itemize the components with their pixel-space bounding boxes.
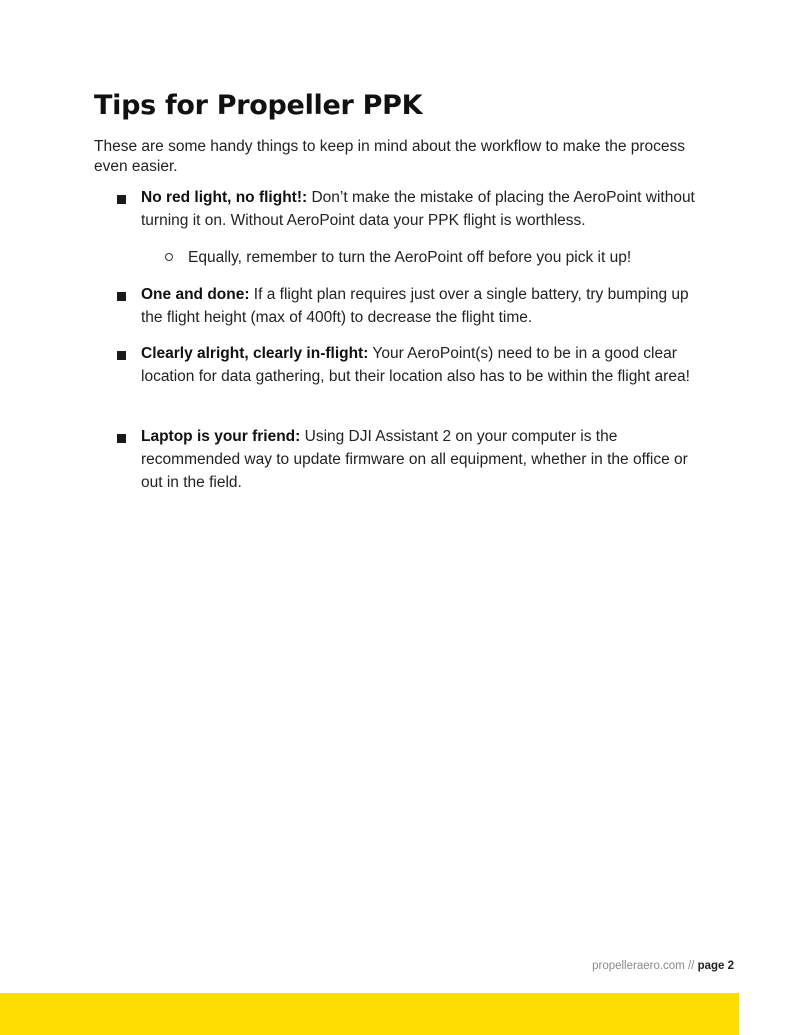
tip-text: If a flight plan requires just over a single battery, try bumping up the flight height (max of 400ft) to decrease the flight time.	[141, 286, 689, 326]
tip-item-clearly-alright	[141, 342, 711, 388]
tip-text: Using DJI Assistant 2 on your computer is the recommended way to update firmware on all equipment, whether in the office or out in the field.	[141, 428, 688, 491]
subtip-item-turn-off	[188, 246, 728, 269]
square-bullet-icon	[117, 195, 126, 204]
page-title: Tips for Propeller PPK	[94, 90, 423, 121]
tip-text: Your AeroPoint(s) need to be in a good clear location for data gathering, but their location also has to be within the flight area!	[141, 345, 690, 385]
tip-text: Don’t make the mistake of placing the AeroPoint without turning it on. Without AeroPoint data your PPK flight is worthless.	[141, 189, 695, 229]
square-bullet-icon	[117, 351, 126, 360]
tip-lead: Laptop is your friend:	[141, 428, 301, 445]
tip-item-laptop-friend	[141, 425, 711, 494]
tip-lead: No red light, no flight!:	[141, 189, 308, 206]
tip-lead: One and done:	[141, 286, 250, 303]
tip-item-one-and-done	[141, 283, 711, 329]
tip-lead: Clearly alright, clearly in-flight:	[141, 345, 369, 362]
page-footer	[592, 960, 734, 972]
intro-paragraph: These are some handy things to keep in mind about the workflow to make the process even easier.	[94, 138, 686, 175]
footer-site-link[interactable]: propelleraero.com //	[592, 960, 698, 972]
square-bullet-icon	[117, 434, 126, 443]
page-number: page 2	[697, 960, 734, 972]
tip-item-no-red-light	[141, 186, 711, 232]
square-bullet-icon	[117, 292, 126, 301]
subtip-text: Equally, remember to turn the AeroPoint off before you pick it up!	[188, 249, 632, 266]
footer-accent-bar	[0, 993, 739, 1035]
circle-bullet-icon	[165, 253, 173, 261]
